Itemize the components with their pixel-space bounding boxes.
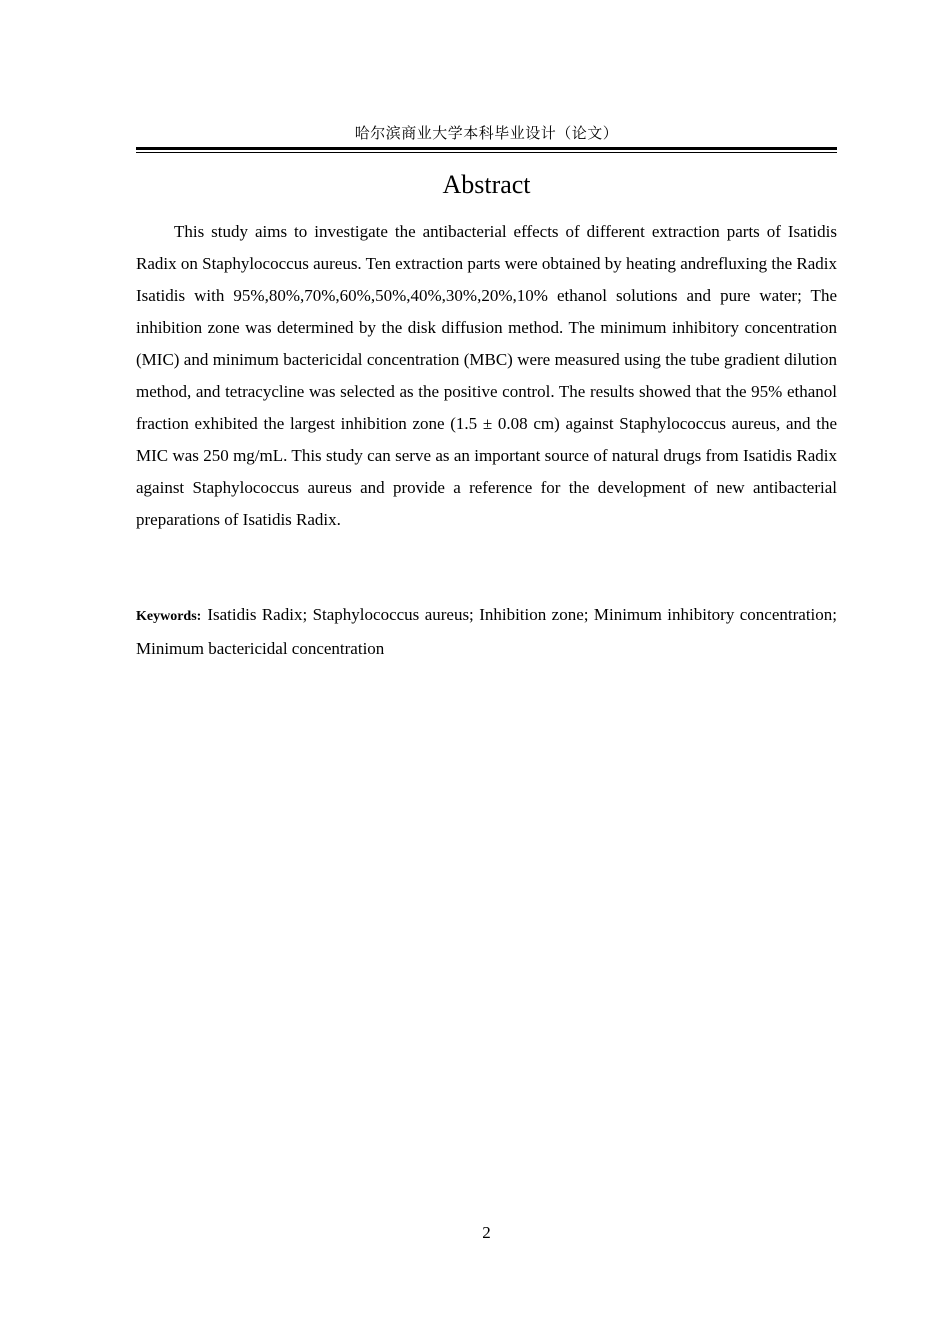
page-number: 2 bbox=[482, 1223, 491, 1242]
keywords-label: Keywords: bbox=[136, 609, 202, 624]
header-rule-thick bbox=[136, 147, 837, 150]
keywords-paragraph bbox=[136, 599, 837, 665]
running-header: 哈尔滨商业大学本科毕业设计（论文） bbox=[354, 126, 619, 142]
header-rule-thin bbox=[136, 152, 837, 153]
abstract-paragraph: This study aims to investigate the antibacterial effects of different extraction parts of Isatidis Radix on Staphylococcus aureus. Ten extraction parts were obtained by heating andrefluxing the Radix Isatidis with 95%,80%,70%,60%,50%,40%,30%,20%,10% ethanol solutions and pure water; The inhibition zone was determined by the disk diffusion method. The minimum inhibitory concentration (MIC) and minimum bactericidal concentration (MBC) were measured using the tube gradient dilution method, and tetracycline was selected as the positive control. The results showed that the 95% ethanol fraction exhibited the largest inhibition zone (1.5 ± 0.08 cm) against Staphylococcus aureus, and the MIC was 250 mg/mL. This study can serve as an important source of natural drugs from Isatidis Radix against Staphylococcus aureus and provide a reference for the development of new antibacterial preparations of Isatidis Radix. bbox=[136, 222, 837, 529]
keywords-text: Isatidis Radix; Staphylococcus aureus; Inhibition zone; Minimum inhibitory concentration; Minimum bactericidal concentration bbox=[136, 605, 837, 658]
abstract-title: Abstract bbox=[442, 170, 531, 199]
